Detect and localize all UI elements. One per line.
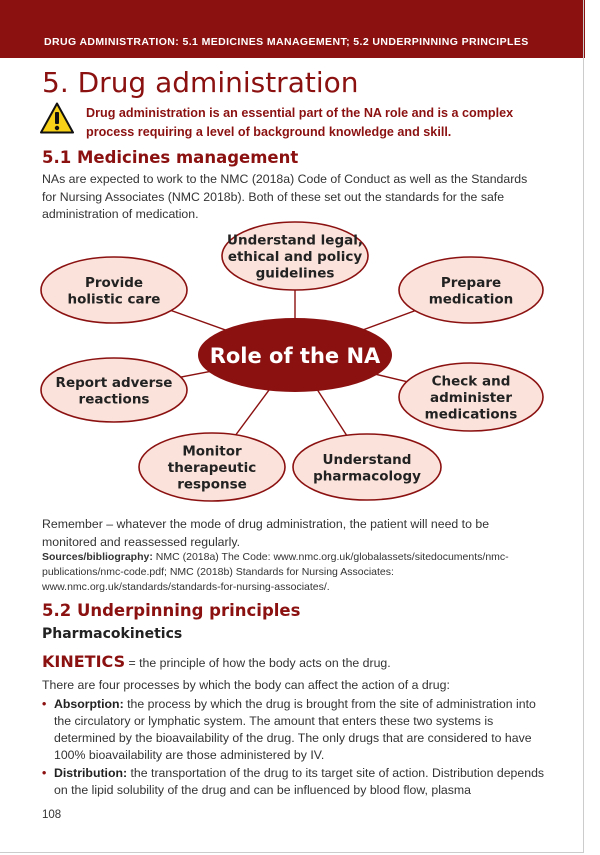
bullet-dot: • [42,766,47,780]
node-check-administer [399,363,543,431]
node-label: Understand [322,451,412,468]
node-label: therapeutic [167,460,257,476]
processes-intro: There are four processes by which the body can affect the action of a drug: [42,678,450,692]
node-label: Understand legal, [227,232,363,249]
bullet-term: Absorption: [54,697,124,711]
node-report-adverse [41,358,187,422]
node-label: Provide [84,274,144,291]
node-understand-pharmacology [293,434,441,500]
warning-text: Drug administration is an essential part of the NA role and is a complex process requiring a level of background knowledge and skill. [86,106,514,139]
remember-paragraph: Remember – whatever the mode of drug administration, the patient will need to be monitored and reassessed regularly. [42,517,490,549]
node-label: ethical and policy [227,249,363,265]
bullet-dot: • [42,697,47,711]
bullet-text: the transportation of the drug to its target site of action. Distribution depends on the lipid solubility of the drug and can be influenced by blood flow, plasma [54,766,545,797]
node-label: guidelines [255,265,335,282]
node-label: Report adverse [55,374,173,391]
node-label: Prepare [440,274,502,291]
node-label: reactions [78,391,150,408]
node-label: medication [428,291,514,308]
kinetics-definition [42,652,391,671]
running-title: DRUG ADMINISTRATION: 5.1 MEDICINES MANAGEMENT; 5.2 UNDERPINNING PRINCIPLES [44,36,529,48]
node-monitor-response [139,433,285,501]
node-holistic-care [41,257,187,323]
node-prepare-medication [399,257,543,323]
page-number: 108 [42,809,62,821]
diagram-center-label: Role of the NA [209,344,381,368]
section-heading-medicines-management: 5.1 Medicines management [42,148,299,167]
kinetics-keyword: KINETICS [42,652,126,671]
chapter-title: 5. Drug administration [42,66,359,99]
sources-bibliography [42,550,547,595]
bullet-term: Distribution: [54,766,128,780]
node-label: pharmacology [313,468,421,485]
header-bar [0,0,585,58]
bullet-distribution [42,765,547,799]
node-label: response [177,476,247,493]
node-label: administer [429,390,513,406]
medicines-intro-paragraph: NAs are expected to work to the NMC (2018a) Code of Conduct as well as the Standards for Nursing Associates (NMC 2018b). Both of these set out the standards for the safe administration of medication. [42,172,528,221]
sources-text: NMC (2018a) The Code: www.nmc.org.uk/globalassets/sitedocuments/nmc-publications/nmc-code.pdf; NMC (2018b) Standards for Nursing Associates: www.nmc.org.uk/standards/standards-for-nursing-associates/. [42,551,509,593]
node-label: medications [424,406,518,423]
bullet-text: the process by which the drug is brought from the site of administration into the circulatory or lymphatic system. The amount that enters these two systems is determined by the bioavailability of the drug. The only drugs that are considered to have 100% bioavailability are those administered by IV. [54,697,536,762]
role-of-na-diagram [30,218,570,518]
node-legal-ethical-policy [222,222,368,290]
node-label: Check and [431,373,511,390]
section-heading-underpinning-principles: 5.2 Underpinning principles [42,601,301,620]
node-label: Monitor [182,443,242,460]
warning-icon [40,102,74,134]
sources-label: Sources/bibliography: [42,551,153,563]
kinetics-definition-text: = the principle of how the body acts on the drug. [125,656,391,670]
subheading-pharmacokinetics: Pharmacokinetics [42,626,183,642]
bullet-absorption [42,696,547,764]
diagram-center [198,318,392,392]
node-label: holistic care [67,291,161,308]
